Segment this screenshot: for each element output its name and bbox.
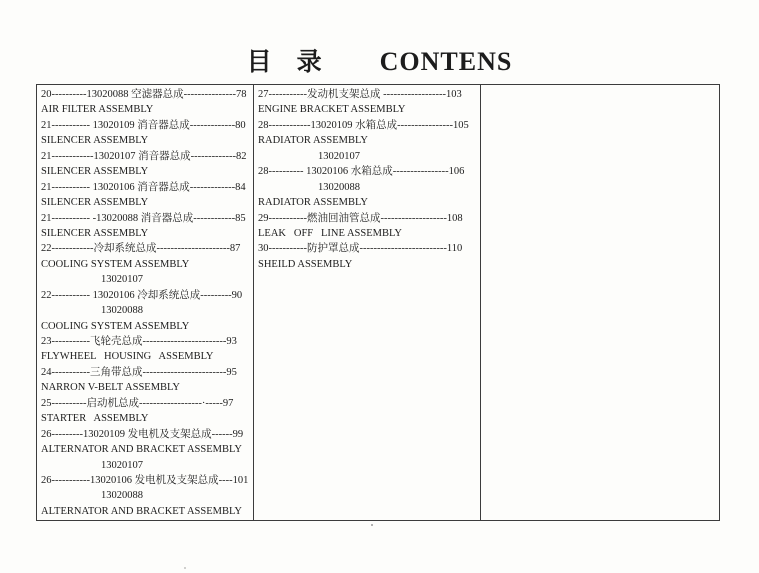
toc-line: 22----------- 13020106 冷却系统总成---------90 [41, 289, 243, 301]
toc-column-empty [481, 85, 719, 520]
toc-line: COOLING SYSTEM ASSEMBLY [41, 320, 190, 332]
toc-line: 26-----------13020106 发电机及支架总成----101 [41, 474, 249, 486]
toc-line: NARRON V-BELT ASSEMBLY [41, 382, 180, 394]
page-title [0, 42, 759, 78]
toc-line: 21------------13020107 消音器总成-------------82 [41, 150, 247, 162]
title-chinese: 目 录 [246, 49, 322, 76]
toc-line: ALTERNATOR AND BRACKET ASSEMBLY [41, 505, 242, 517]
toc-line: 13020107 [318, 150, 360, 162]
toc-line: AIR FILTER ASSEMBLY [41, 104, 154, 116]
toc-line: 21----------- -13020088 消音器总成------------85 [41, 212, 246, 224]
toc-column-left [37, 85, 254, 520]
toc-line: STARTER ASSEMBLY [41, 413, 149, 425]
toc-line: RADIATOR ASSEMBLY [258, 197, 368, 209]
toc-line: 26---------13020109 发电机及支架总成------99 [41, 428, 244, 440]
scan-speck [184, 567, 186, 569]
toc-line: 21----------- 13020106 消音器总成-------------84 [41, 181, 246, 193]
toc-line: 13020088 [101, 490, 143, 502]
toc-line: RADIATOR ASSEMBLY [258, 135, 368, 147]
toc-line: ENGINE BRACKET ASSEMBLY [258, 104, 406, 116]
toc-table [36, 84, 720, 521]
toc-line: 24-----------三角带总成------------------------95 [41, 366, 237, 378]
toc-line: 27-----------发动机支架总成 ------------------103 [258, 89, 462, 100]
title-english: CONTENS [379, 47, 513, 76]
toc-line: 13020107 [101, 274, 143, 286]
toc-line: 21----------- 13020109 消音器总成-------------80 [41, 119, 246, 131]
toc-line: 29-----------燃油回油管总成-------------------108 [258, 212, 463, 224]
toc-line: SILENCER ASSEMBLY [41, 135, 149, 147]
toc-line: LEAK OFF LINE ASSEMBLY [258, 227, 402, 239]
toc-line: 22------------冷却系统总成---------------------87 [41, 243, 241, 255]
toc-line: ALTERNATOR AND BRACKET ASSEMBLY [41, 444, 242, 456]
scan-speck [371, 524, 373, 526]
toc-line: 13020107 [101, 459, 143, 471]
toc-line: 20----------13020088 空滤器总成---------------78 [41, 89, 247, 100]
toc-line: COOLING SYSTEM ASSEMBLY [41, 258, 190, 270]
toc-line: 28------------13020109 水箱总成----------------105 [258, 119, 469, 131]
toc-line: SILENCER ASSEMBLY [41, 197, 149, 209]
toc-line: 23-----------飞轮壳总成------------------------93 [41, 336, 237, 347]
toc-line: 13020088 [318, 181, 360, 193]
toc-column-middle [254, 85, 481, 520]
toc-line: SILENCER ASSEMBLY [41, 166, 149, 178]
toc-line: 28---------- 13020106 水箱总成----------------106 [258, 166, 465, 178]
toc-line: SHEILD ASSEMBLY [258, 258, 353, 270]
toc-line: 25----------启动机总成------------------·-----97 [41, 397, 234, 409]
toc-line: FLYWHEEL HOUSING ASSEMBLY [41, 351, 214, 363]
toc-line: SILENCER ASSEMBLY [41, 227, 149, 239]
toc-line: 13020088 [101, 305, 143, 317]
toc-line: 30-----------防护罩总成-------------------------110 [258, 243, 463, 255]
